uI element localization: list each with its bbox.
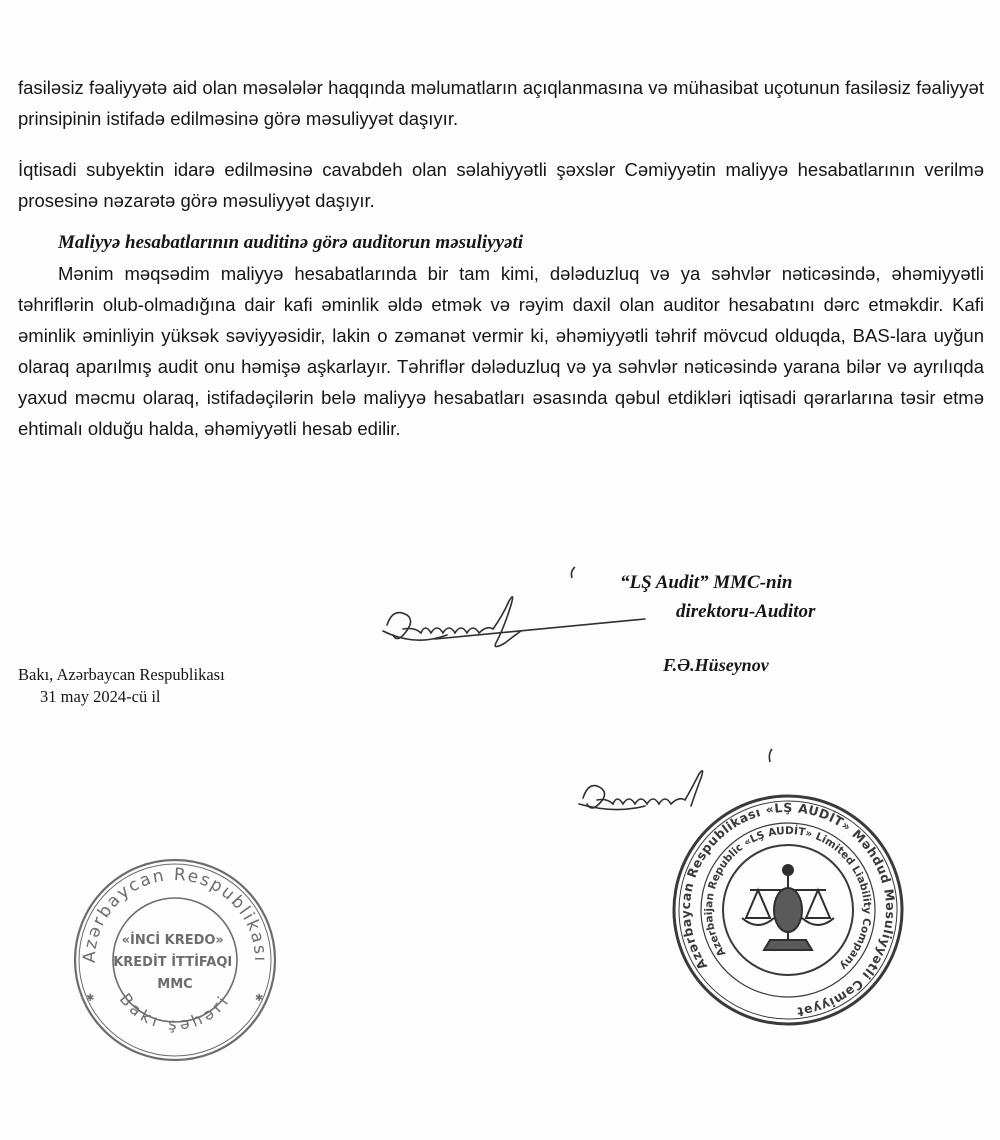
paragraph-text: İqtisadi subyektin idarə edilməsinə cavabdeh olan səlahiyyətli şəxslər Cəmiyyətin maliyyə hesabatlarının verilmə prosesinə nəzarətə görə məsuliyyət daşıyır. xyxy=(18,159,984,211)
stamp-ring-bottom: Bakı şəhəri xyxy=(115,989,235,1034)
stamp-ring-inner: Azerbaijan Republic «LŞ AUDİT» Limited Liability Company xyxy=(702,824,874,973)
stamp-line-2: KREDİT İTTİFAQI xyxy=(113,955,233,970)
stamp-ring-outer: Azərbaycan Respublikası «LŞ AUDİT» Məhdud Məsuliyyətli Cəmiyyət xyxy=(677,799,899,1020)
signatory-role: direktoru-Auditor xyxy=(676,601,816,622)
date-text: 31 may 2024-cü il xyxy=(40,687,161,706)
svg-text:Bakı şəhəri xyxy=(116,990,234,1034)
signatory-company: “LŞ Audit” MMC-nin xyxy=(620,572,793,593)
place-and-date xyxy=(18,664,225,708)
company-stamp-inci-kredo xyxy=(70,855,280,1065)
paragraph-text: fasiləsiz fəaliyyətə aid olan məsələlər haqqında məlumatların açıqlanmasına və mühasibat uçotunun fasiləsiz fəaliyyət prinsipinin istifadə edilməsinə görə məsuliyyət daşıyır. xyxy=(18,77,984,129)
svg-text:«İNCİ KREDO» KREDİT İTTİ xyxy=(113,932,237,992)
section-heading: Maliyyə hesabatlarının auditinə görə auditorun məsuliyyəti xyxy=(58,232,524,253)
pen-mark xyxy=(568,566,578,580)
paragraph-text: Mənim məqsədim maliyyə hesabatlarında bir tam kimi, dələduzluq və ya səhvlər nəticəsində, əhəmiyyətli təhriflərin olub-olmadığına dair kafi əminlik əldə etmək və rəyim daxil olan auditor hesabatını dərc etməkdir. Kafi əminlik əminliyin yüksək səviyyəsidir, lakin o zəmanət vermir ki, əhəmiyyətli təhrif mövcud olduqda, BAS-lara uyğun olaraq aparılmış audit onu həmişə aşkarlayır. Təhriflər dələduzluq və ya səhvlər nəticəsində yarana bilər və ayrılıqda yaxud məcmu olaraq, istifadəçilərin belə maliyyə hesabatları əsasında qəbul etdikləri iqtisadi qərarlarına təsir etmə ehtimalı olduğu halda, əhəmiyyətli hesab edilir. xyxy=(18,263,984,439)
place-text: Bakı, Azərbaycan Respublikası xyxy=(18,665,225,684)
stamp-ring-top: Azərbaycan Respublikası xyxy=(79,864,271,964)
paragraph-going-concern xyxy=(18,72,984,134)
handwritten-signature xyxy=(375,585,675,660)
svg-text:Azərbaycan Respublikası xyxy=(80,865,270,964)
svg-text:✱: ✱ xyxy=(255,993,264,1004)
paragraph-oversight xyxy=(18,154,984,216)
paragraph-auditor-responsibility xyxy=(18,258,984,444)
pen-mark xyxy=(766,748,776,764)
stamp-line-1: «İNCİ KREDO» xyxy=(121,933,224,948)
scales-emblem-icon xyxy=(742,865,834,950)
signatory-name: F.Ə.Hüseynov xyxy=(663,655,769,675)
company-stamp-ls-audit xyxy=(668,790,908,1030)
svg-text:✱: ✱ xyxy=(86,993,95,1004)
stamp-line-3: MMC xyxy=(157,977,193,992)
